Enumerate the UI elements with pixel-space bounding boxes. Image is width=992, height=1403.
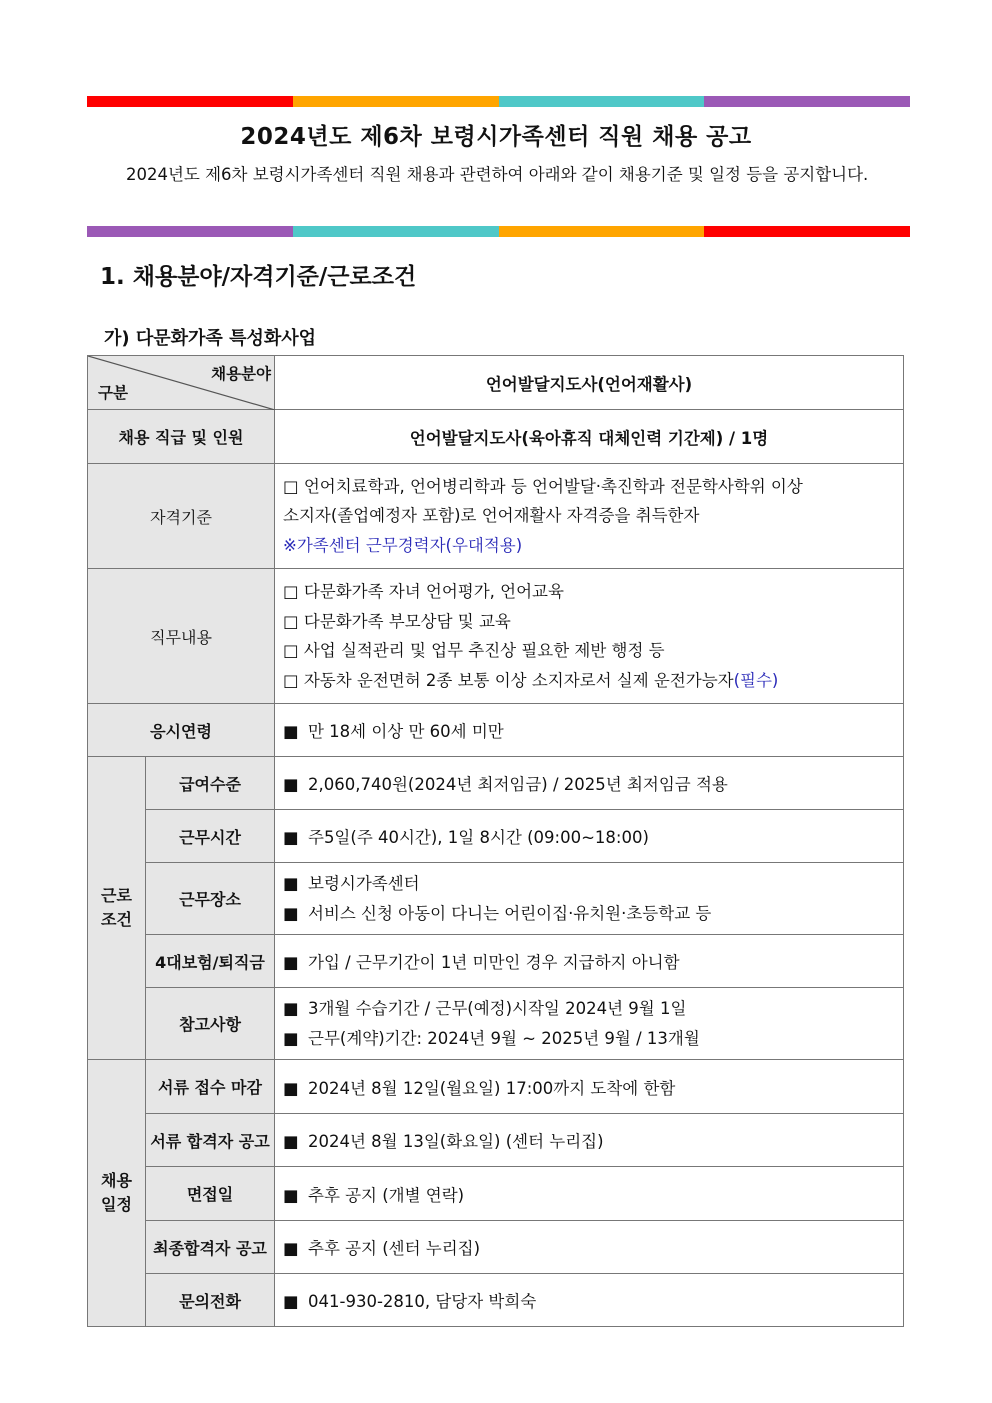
duty-label: 직무내용 xyxy=(88,569,275,704)
interview-value-cell xyxy=(275,1167,904,1221)
header-category-label: 구분 xyxy=(98,384,128,402)
doc-pass-label: 서류 합격자 공고 xyxy=(146,1114,275,1167)
position-value: 언어발달지도사(육아휴직 대체인력 기간제) / 1명 xyxy=(275,410,904,464)
age-value: 만 18세 이상 만 60세 미만 xyxy=(308,722,504,741)
place-line xyxy=(283,869,895,899)
notes-label: 참고사항 xyxy=(146,988,275,1060)
table-row xyxy=(88,863,904,935)
notes-value: 근무(계약)기간: 2024년 9월 ~ 2025년 9월 / 13개월 xyxy=(308,1028,700,1048)
position-label: 채용 직급 및 인원 xyxy=(88,410,275,464)
header-diagonal-cell xyxy=(88,356,275,410)
page-title: 2024년도 제6차 보령시가족센터 직원 채용 공고 xyxy=(240,124,752,150)
place-value: 보령시가족센터 xyxy=(308,874,420,893)
band-segment-red xyxy=(704,226,910,237)
table-row xyxy=(88,356,904,410)
field-value: 언어발달지도사(언어재활사) xyxy=(275,356,904,410)
table-row xyxy=(88,757,904,810)
notes-line xyxy=(283,1024,895,1054)
band-segment-orange xyxy=(499,226,705,237)
duty-line xyxy=(283,666,895,696)
hours-value: 주5일(주 40시간), 1일 8시간 (09:00~18:00) xyxy=(308,828,649,847)
square-bullet-icon: ■ xyxy=(283,874,299,893)
duty-line: □ 다문화가족 부모상담 및 교육 xyxy=(283,611,511,631)
insurance-value: 가입 / 근무기간이 1년 미만인 경우 지급하지 아니함 xyxy=(308,953,680,972)
table-row xyxy=(88,464,904,569)
band-segment-purple xyxy=(87,226,293,237)
insurance-label: 4대보험/퇴직금 xyxy=(146,935,275,988)
band-segment-orange xyxy=(293,96,499,107)
interview-value: 추후 공지 (개별 연락) xyxy=(308,1185,465,1205)
qualification-line: □ 언어치료학과, 언어병리학과 등 언어발달·촉진학과 전문학사학위 이상 xyxy=(283,476,803,496)
salary-value-cell xyxy=(275,757,904,810)
square-bullet-icon: ■ xyxy=(283,828,299,847)
subsection-heading: 가) 다문화가족 특성화사업 xyxy=(104,328,317,349)
deadline-value-cell xyxy=(275,1060,904,1114)
notes-value: 3개월 수습기간 / 근무(예정)시작일 2024년 9월 1일 xyxy=(308,999,687,1018)
bottom-color-band xyxy=(87,226,910,237)
hours-label: 근무시간 xyxy=(146,810,275,863)
place-value-cell xyxy=(275,863,904,935)
table-row xyxy=(88,810,904,863)
final-pass-value: 추후 공지 (센터 누리집) xyxy=(308,1239,481,1258)
table-row xyxy=(88,410,904,464)
square-bullet-icon: ■ xyxy=(283,1239,299,1258)
place-value: 서비스 신청 아동이 다니는 어린이집·유치원·초등학교 등 xyxy=(308,903,712,923)
age-label: 응시연령 xyxy=(88,704,275,757)
top-color-band xyxy=(87,96,910,107)
duty-line: □ 다문화가족 자녀 언어평가, 언어교육 xyxy=(283,582,564,601)
required-note: (필수) xyxy=(733,670,779,690)
doc-pass-value-cell xyxy=(275,1114,904,1167)
doc-pass-value: 2024년 8월 13일(화요일) (센터 누리집) xyxy=(308,1132,604,1151)
final-pass-label: 최종합격자 공고 xyxy=(146,1221,275,1274)
salary-label: 급여수준 xyxy=(146,757,275,810)
band-segment-red xyxy=(87,96,293,107)
table-row xyxy=(88,704,904,757)
square-bullet-icon: ■ xyxy=(283,953,299,972)
table-row xyxy=(88,1167,904,1221)
band-segment-teal xyxy=(293,226,499,237)
contact-label: 문의전화 xyxy=(146,1274,275,1327)
square-bullet-icon: ■ xyxy=(283,1292,299,1311)
header-field-label: 채용분야 xyxy=(211,365,271,383)
duty-line-text: □ 자동차 운전면허 2종 보통 이상 소지자로서 실제 운전가능자 xyxy=(283,670,734,690)
square-bullet-icon: ■ xyxy=(283,999,299,1018)
insurance-value-cell xyxy=(275,935,904,988)
age-value-cell xyxy=(275,704,904,757)
interview-label: 면접일 xyxy=(146,1167,275,1221)
band-segment-teal xyxy=(499,96,705,107)
deadline-value: 2024년 8월 12일(월요일) 17:00까지 도착에 한함 xyxy=(308,1078,676,1098)
deadline-label: 서류 접수 마감 xyxy=(146,1060,275,1114)
final-pass-value-cell xyxy=(275,1221,904,1274)
section-heading: 1. 채용분야/자격기준/근로조건 xyxy=(100,264,417,290)
notes-line xyxy=(283,994,895,1024)
work-conditions-group-label: 근로 조건 xyxy=(88,757,146,1060)
table-row xyxy=(88,569,904,704)
table-row xyxy=(88,1060,904,1114)
place-line xyxy=(283,899,895,929)
table-row xyxy=(88,1221,904,1274)
contact-value-cell xyxy=(275,1274,904,1327)
recruitment-table xyxy=(87,355,904,1327)
place-label: 근무장소 xyxy=(146,863,275,935)
square-bullet-icon: ■ xyxy=(283,722,299,741)
schedule-group-label: 채용 일정 xyxy=(88,1060,146,1327)
square-bullet-icon: ■ xyxy=(283,903,299,923)
duty-line: □ 사업 실적관리 및 업무 추진상 필요한 제반 행정 등 xyxy=(283,641,665,660)
duty-content xyxy=(275,569,904,704)
qualification-content xyxy=(275,464,904,569)
notes-value-cell xyxy=(275,988,904,1060)
salary-value: 2,060,740원(2024년 최저임금) / 2025년 최저임금 적용 xyxy=(308,775,728,794)
square-bullet-icon: ■ xyxy=(283,1078,299,1098)
intro-paragraph: 2024년도 제6차 보령시가족센터 직원 채용과 관련하여 아래와 같이 채용기준 및 일정 등을 공지합니다. xyxy=(126,165,869,184)
table-row xyxy=(88,1274,904,1327)
qualification-label: 자격기준 xyxy=(88,464,275,569)
table-row xyxy=(88,935,904,988)
table-row xyxy=(88,1114,904,1167)
table-row xyxy=(88,988,904,1060)
square-bullet-icon: ■ xyxy=(283,775,299,794)
hours-value-cell xyxy=(275,810,904,863)
contact-value: 041-930-2810, 담당자 박희숙 xyxy=(308,1292,537,1311)
qualification-note: ※가족센터 근무경력자(우대적용) xyxy=(283,535,523,555)
band-segment-purple xyxy=(704,96,910,107)
square-bullet-icon: ■ xyxy=(283,1028,299,1048)
square-bullet-icon: ■ xyxy=(283,1185,299,1205)
square-bullet-icon: ■ xyxy=(283,1132,299,1151)
qualification-line: 소지자(졸업예정자 포함)로 언어재활사 자격증을 취득한자 xyxy=(283,506,700,526)
